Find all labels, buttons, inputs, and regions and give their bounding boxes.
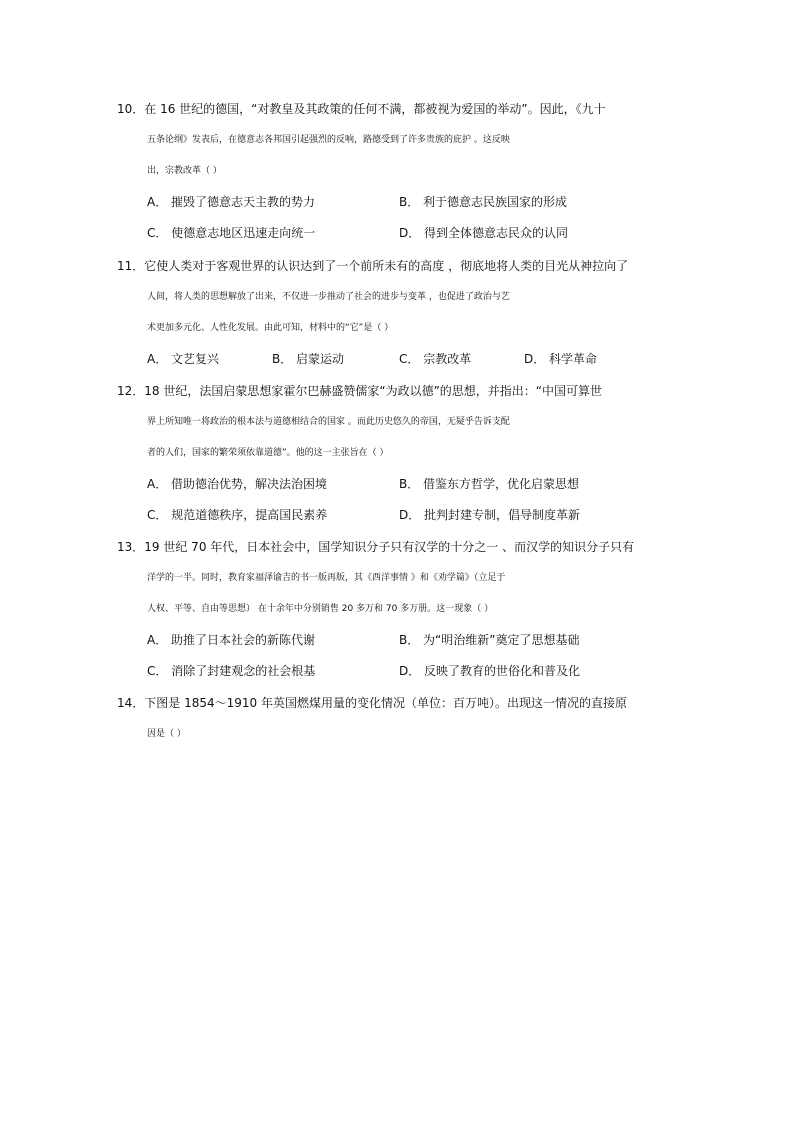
option-b: B． 启蒙运动 (272, 352, 345, 366)
option-row (117, 507, 677, 523)
question-text: 者的人们，国家的繁荣须依靠道德”。他的这一主张旨在（ ） (147, 448, 389, 458)
option-b: B． 借鉴东方哲学，优化启蒙思想 (399, 477, 580, 491)
question-text: 19 世纪 70 年代，日本社会中，国学知识分子只有汉学的十分之一 、而汉学的知识分子只有 (144, 540, 635, 554)
option-b: B． 为“明治维新”奠定了思想基础 (399, 633, 580, 647)
option-a: A． 摧毁了德意志天主教的势力 (147, 195, 316, 209)
option-row (117, 225, 677, 241)
option-b: B． 利于德意志民族国家的形成 (399, 195, 568, 209)
option-row (117, 663, 677, 679)
option-c: C． 宗教改革 (399, 352, 472, 366)
question-12 (117, 383, 677, 523)
question-number: 12． (117, 384, 145, 398)
option-a: A． 助推了日本社会的新陈代谢 (147, 633, 316, 647)
question-line (117, 258, 677, 274)
option-row (117, 194, 677, 210)
question-text: 人间，将人类的思想解放了出来，不仅进一步推动了社会的进步与变革 ，也促进了政治与艺 (147, 292, 510, 302)
option-d: D． 得到全体德意志民众的认同 (399, 226, 569, 240)
question-number: 11． (117, 259, 145, 273)
question-text: 因是（ ） (147, 729, 186, 739)
question-text: 18 世纪，法国启蒙思想家霍尔巴赫盛赞儒家“为政以德”的思想，并指出：“中国可算世 (144, 384, 603, 398)
question-number: 13． (117, 540, 145, 554)
option-c: C． 消除了封建观念的社会根基 (147, 664, 316, 678)
option-row (117, 476, 677, 492)
question-text: 人权、平等、自由等思想） 在十余年中分别销售 20 多万和 70 多万册。这一现象（ ） (147, 604, 494, 614)
question-line (117, 695, 677, 711)
question-text: 界上所知唯一将政治的根本法与道德相结合的国家 。而此历史悠久的帝国，无疑乎告诉支配 (147, 417, 510, 427)
question-text: 在 16 世纪的德国，“对教皇及其政策的任何不满，都被视为爱国的举动”。因此，《九十 (144, 102, 606, 116)
option-a: A． 借助德治优势，解决法治困境 (147, 477, 328, 491)
option-c: C． 规范道德秩序，提高国民素养 (147, 508, 328, 522)
question-13 (117, 539, 677, 679)
question-number: 14． (117, 696, 145, 710)
option-row (117, 632, 677, 648)
question-line (117, 539, 677, 555)
question-text: 下图是 1854～1910 年英国燃煤用量的变化情况（单位：百万吨）。出现这一情况的直接原 (144, 696, 627, 710)
option-a: A． 文艺复兴 (147, 352, 220, 366)
question-text: 它使人类对于客观世界的认识达到了一个前所未有的高度 ，彻底地将人类的目光从神拉向了 (144, 259, 629, 273)
option-c: C． 使德意志地区迅速走向统一 (147, 226, 316, 240)
option-d: D． 科学革命 (524, 352, 598, 366)
question-line (117, 383, 677, 399)
question-14 (117, 695, 677, 742)
question-text: 洋学的一半。同时，教育家福泽谕吉的书一版再版，其《西洋事情 》和《劝学篇》（立足于 (147, 573, 506, 583)
option-d: D． 批判封建专制，倡导制度革新 (399, 508, 581, 522)
question-10 (117, 101, 677, 241)
question-line (117, 101, 677, 117)
question-text: 出，宗教改革（ ） (147, 166, 222, 176)
question-11 (117, 258, 677, 367)
question-number: 10． (117, 102, 145, 116)
question-text: 术更加多元化、人性化发展。由此可知，材料中的“它”是（ ） (147, 323, 394, 333)
option-d: D． 反映了教育的世俗化和普及化 (399, 664, 581, 678)
option-row (117, 351, 677, 367)
question-text: 五条论纲》发表后，在德意志各邦国引起强烈的反响，路德受到了许多贵族的庇护 。这反映 (147, 135, 510, 145)
